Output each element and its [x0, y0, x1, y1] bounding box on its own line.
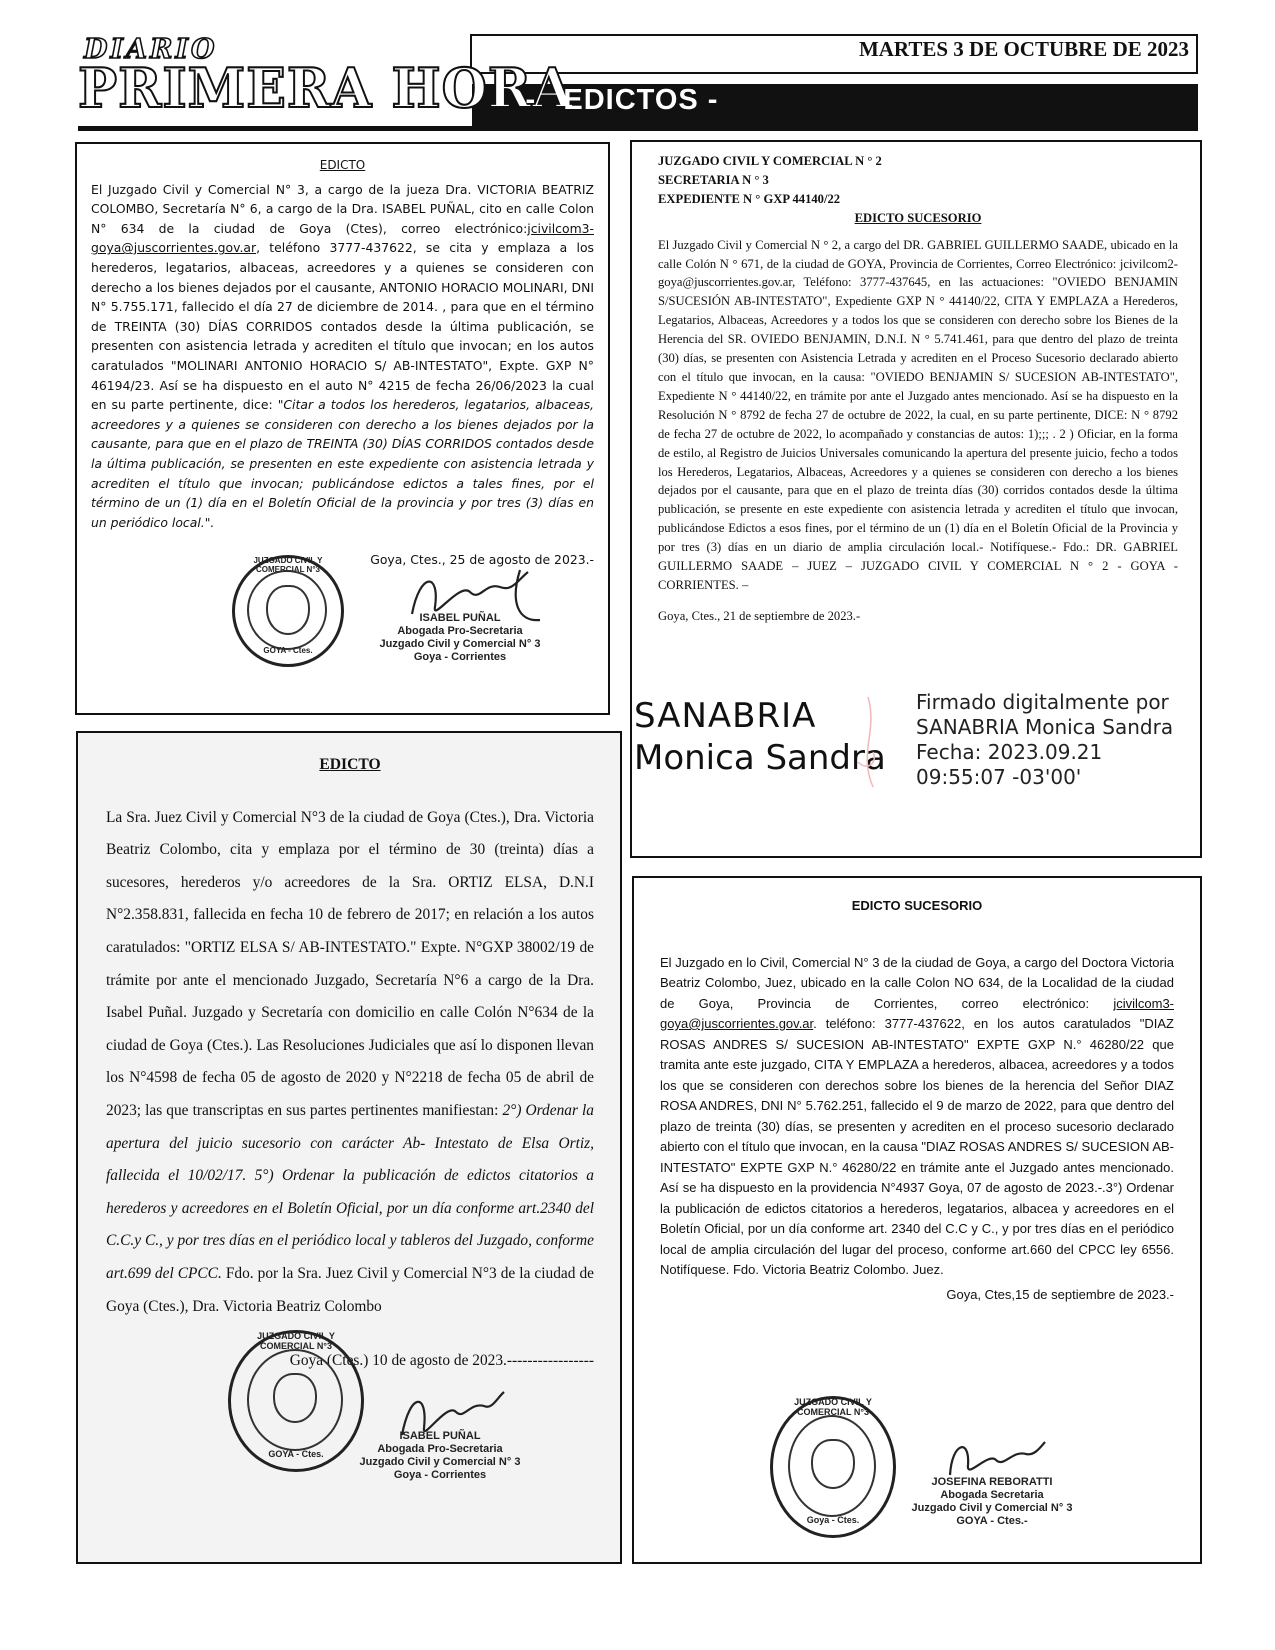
masthead-small: DIARIO [84, 34, 218, 65]
section-title: - EDICTOS - [525, 84, 719, 116]
court-seal-icon: JUZGADO CIVIL Y COMERCIAL N°3 GOYA - Ctes. [232, 555, 344, 667]
issue-date: MARTES 3 DE OCTUBRE DE 2023 [858, 37, 1189, 61]
court-header-line: JUZGADO CIVIL Y COMERCIAL N ° 2 [658, 154, 882, 168]
signer-block: ISABEL PUÑAL Abogada Pro-Secretaria Juzgado Civil y Comercial N° 3 Goya - Corrientes [359, 1430, 521, 1481]
digital-signer-surname: SANABRIA [634, 696, 817, 736]
edicto-date: Goya (Ctes.) 10 de agosto de 2023.----------------- [289, 1352, 594, 1370]
edicto-body: El Juzgado en lo Civil, Comercial N° 3 de la ciudad de Goya, a cargo del Doctora Victoria Beatriz Colombo, Juez, ubicado en la calle Colon NO 634, de la Localidad de la ciudad de Goya, Provincia de Corrientes, correo electrónico: jcivilcom3-goya@juscorrientes.gov.ar. teléfono: 3777-437622, en los autos caratulados "DIAZ ROSAS ANDRES S/ SUCESION AB-INTESTATO" EXPTE GXP N.° 46280/22 que tramita ante este juzgado, CITA Y EMPLAZA a herederos, albacea, acreedores y a todos los que se consideren con derechos sobre los bienes de la herencia del Señor DIAZ ROSA ANDRES, DNI N° 5.762.251, fallecido el 9 de marzo de 2022, para que dentro del plazo de treinta (30) días, se presenten y acrediten en el proceso sucesorio declarado abierto con el título que invocan, en la causa "DIAZ ROSAS ANDRES S/ SUCESION AB-INTESTATO" EXPTE GXP N.° 46280/22 en trámite ante el Juzgado antes mencionado. Así se ha dispuesto en la providencia N°4937 Goya, 07 de agosto de 2023.-.3°) Ordenar la publicación de edictos citatorios a herederos, legatarios, albacea y acreedores en el Boletín Oficial, por un día conforme art. 2340 del C.C y C., y por tres días en el periódico local de amplia circulación del lugar del proceso, conforme art.660 del CPCC ley 6556. Notifíquese. Fdo. Victoria Beatriz Colombo. Juez. [660, 954, 1174, 1277]
court-seal-icon: JUZGADO CIVIL Y COMERCIAL N°3 Goya - Ctes. [770, 1396, 896, 1538]
signer-block: ISABEL PUÑAL Abogada Pro-Secretaria Juzgado Civil y Comercial N° 3 Goya - Corrientes [379, 612, 541, 663]
court-header-line: EXPEDIENTE N ° GXP 44140/22 [658, 191, 841, 206]
digital-signature-info: Firmado digitalmente por SANABRIA Monica Sandra Fecha: 2023.09.21 09:55:07 -03'00' [916, 690, 1174, 789]
edicto-quote: 2°) Ordenar la apertura del juicio sucesorio con carácter Ab- Intestato de Elsa Ortiz, fallecida el 10/02/17. 5°) Ordenar la publicación de edictos citatorios a herederos y acreedores en el Boletín Oficial, por un día conforme art.2340 del C.C.y C., y por tres días en el periódico local y tableros del Juzgado, conforme art.699 del CPCC. [106, 1101, 594, 1282]
court-header-line: SECRETARIA N ° 3 [658, 172, 769, 187]
edicto-body: La Sra. Juez Civil y Comercial N°3 de la ciudad de Goya (Ctes.), Dra. Victoria Beatriz Colombo, cita y emplaza por el término de 30 (treinta) días a sucesores, herederos y/o acreedores de la Sra. ORTIZ ELSA, D.N.I N°2.358.831, fallecida en fecha 10 de febrero de 2017; en relación a los autos caratulados: "ORTIZ ELSA S/ AB-INTESTATO." Expte. N°GXP 38002/19 de trámite por ante el mencionado Juzgado, Secretaría N°6 a cargo de la Dra. Isabel Puñal. Juzgado y Secretaría con domicilio en calle Colón N°634 de la ciudad de Goya (Ctes.). Las Resoluciones Judiciales que así lo disponen llevan los N°4598 de fecha 05 de agosto de 2020 y N°2218 de fecha 05 de abril de 2023; las que transcriptas en sus partes pertinentes manifiestan: 2°) Ordenar la apertura del juicio sucesorio con carácter Ab- Intestato de Elsa Ortiz, fallecida el 10/02/17. 5°) Ordenar la publicación de edictos citatorios a herederos y acreedores en el Boletín Oficial, por un día conforme art.2340 del C.C.y C., y por tres días en el periódico local y tableros del Juzgado, conforme art.699 del CPCC. Fdo. por la Sra. Juez Civil y Comercial N°3 de la ciudad de Goya (Ctes.), Dra. Victoria Beatriz Colombo [106, 808, 594, 1315]
edicto-diaz-rosas [632, 876, 1202, 1564]
digital-signer-name: Monica Sandra [634, 738, 886, 778]
edicto-title: EDICTO SUCESORIO [851, 898, 983, 913]
edicto-quote: "Citar a todos los herederos, legatarios, albaceas, acreedores y a quienes se consideren con derecho a los bienes dejados por la causante, para que en el plazo de TREINTA (30) DÍAS CORRIDOS contados desde la última publicación, se presenten en este expediente con asistencia letrada y acrediten el título que invocan; publicándose edictos a tales fines, por el término de un (1) día en el Boletín Oficial de la provincia y por tres (3) días en un periódico local.". [91, 397, 594, 530]
edicto-date: Goya, Ctes., 25 de agosto de 2023.- [370, 552, 594, 568]
edicto-date: Goya, Ctes,15 de septiembre de 2023.- [946, 1286, 1174, 1302]
edicto-title: EDICTO [319, 756, 381, 773]
signer-block: JOSEFINA REBORATTI Abogada Secretaria Juzgado Civil y Comercial N° 3 GOYA - Ctes.- [911, 1476, 1073, 1527]
masthead-title: PRIMERA HORA [78, 56, 574, 121]
digital-signature-mark-icon [848, 692, 888, 792]
edicto-title: EDICTO SUCESORIO [854, 210, 982, 225]
email-link[interactable]: jcivilcom3-goya@juscorrientes.gov.ar [660, 995, 1174, 1031]
edicto-body: El Juzgado Civil y Comercial N° 3, a cargo de la jueza Dra. VICTORIA BEATRIZ COLOMBO, Secretaría N° 6, a cargo de la Dra. ISABEL PUÑAL, cito en calle Colon N° 634 de la ciudad de Goya (Ctes), correo electrónico:jcivilcom3-goya@juscorrientes.gov.ar, teléfono 3777-437622, se cita y emplaza a los herederos, legatarios, albaceas, acreedores y a quienes se consideren con derecho a los bienes dejados por el causante, ANTONIO HORACIO MOLINARI, DNI N° 5.755.171, fallecido el día 27 de diciembre de 2014. , para que en el término de TREINTA (30) DÍAS CORRIDOS contados desde la última publicación, se presenten con asistencia letrada y acrediten el título que invocan; en los autos caratulados "MOLINARI ANTONIO HORACIO S/ AB-INTESTATO", Expte. GXP N° 46194/23. Así se ha dispuesto en el auto N° 4215 de fecha 26/06/2023 la cual en su parte pertinente, dice: "Citar a todos los herederos, legatarios, albaceas, acreedores y a quienes se consideren con derecho a los bienes dejados por la causante, para que en el plazo de TREINTA (30) DÍAS CORRIDOS contados desde la última publicación, se presenten en este expediente con asistencia letrada y acrediten el título que invocan; publicándose edictos a tales fines, por el término de un (1) día en el Boletín Oficial de la provincia y por tres (3) días en un periódico local.". [91, 181, 594, 530]
email-link[interactable]: jcivilcom3-goya@juscorrientes.gov.ar [91, 220, 594, 256]
edicto-title: EDICTO [319, 158, 366, 172]
edicto-date: Goya, Ctes., 21 de septiembre de 2023.- [658, 608, 861, 623]
edicto-body: El Juzgado Civil y Comercial N ° 2, a cargo del DR. GABRIEL GUILLERMO SAADE, ubicado en la calle Colón N ° 671, de la ciudad de GOYA, Provincia de Corrientes, Correo Electrónico: jcivilcom2-goya@juscorrientes.gov.ar, Teléfono: 3777-437645, en las actuaciones: "OVIEDO BENJAMIN S/SUCESIÓN AB-INTESTATO", Expediente GXP N ° 44140/22, CITA Y EMPLAZA a Herederos, Legatarios, Albaceas, Acreedores y a todos los que se consideren con derecho sobre los Bienes de la Herencia del SR. OVIEDO BENJAMIN, D.N.I. N ° 5.741.461, para que dentro del plazo de treinta (30) días, se presenten con Asistencia Letrada y acrediten en el Proceso Sucesorio declarado abierto con el título que invocan, en la causa: "OVIEDO BENJAMIN S/ SUCESION AB-INTESTATO", Expediente N ° 44140/22, en trámite por ante el Juzgado antes mencionado. Así se ha dispuesto en la Resolución N ° 8792 de fecha 27 de octubre de 2022, la cual, en su parte pertinente, DICE: N ° 8792 de fecha 27 de octubre de 2022, lo acompañado y constancias de autos: 1);;; . 2 ) Oficiar, en la forma de estilo, al Registro de Juicios Universales comunicando la apertura del presente juicio, fecho a todos los Herederos, Legatarios, Albaceas, Acreedores y a quienes se consideren con derecho a los bienes dejados por el causante, para que en el plazo de treinta días (30) corridos contados desde la última publicación, se presente en este expediente con asistencia letrada y acrediten el título que invocan, publicándose Edictos a esos fines, por el término de un (1) día en el Boletín Oficial de la Provincia y por tres (3) días en un diario de amplia circulación local.- Notifíquese.- Fdo.: DR. GABRIEL GUILLERMO SAADE – JUEZ – JUZGADO CIVIL Y COMERCIAL N ° 2 - GOYA - CORRIENTES. – [658, 237, 1178, 592]
court-seal-icon: JUZGADO CIVIL Y COMERCIAL N°3 GOYA - Ctes. [228, 1330, 364, 1472]
